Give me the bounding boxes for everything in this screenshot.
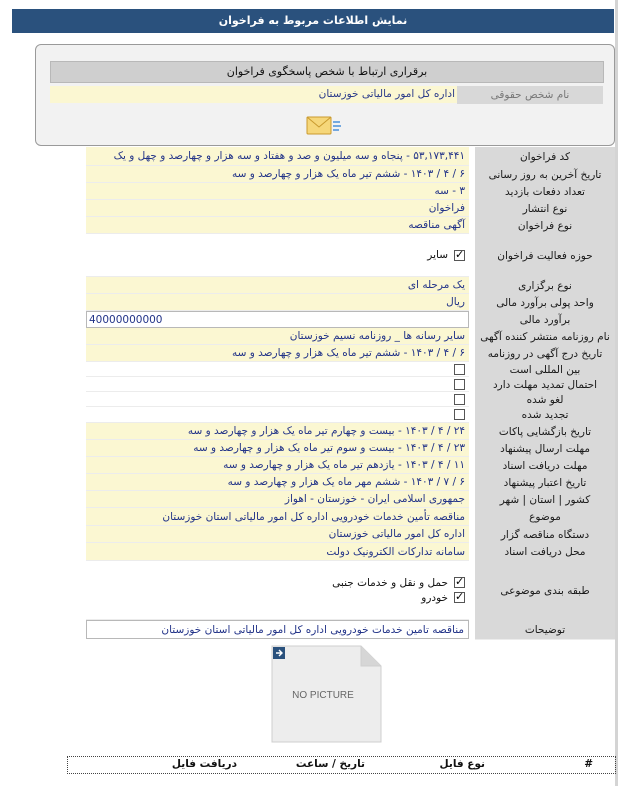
- row-doc-place: [86, 543, 615, 561]
- international-checkbox[interactable]: [454, 364, 465, 375]
- row-hold-type: [86, 277, 615, 294]
- category-label-transport: حمل و نقل و خدمات جنبی: [332, 576, 448, 589]
- row-currency: [86, 294, 615, 311]
- value-code: ۵۳,۱۷۳,۴۴۱ - پنجاه و سه میلیون و صد و هفتاد و سه هزار و چهارصد و چهل و یک: [86, 147, 469, 166]
- row-activity: [86, 234, 615, 277]
- value-renewed: [86, 407, 469, 423]
- label-doc-place: محل دریافت اسناد: [475, 543, 615, 562]
- category-label-vehicle: خودرو: [421, 591, 448, 604]
- value-organizer: اداره کل امور مالیاتی خوزستان: [86, 526, 469, 543]
- label-publish-type: نوع انتشار: [475, 200, 615, 218]
- row-newspaper: [86, 328, 615, 345]
- value-newspaper-date: ۶ / ۴ / ۱۴۰۳ - ششم تیر ماه یک هزار و چهارصد و سه: [86, 345, 469, 362]
- label-validity: تاریخ اعتبار پیشنهاد: [475, 474, 615, 492]
- label-estimate: برآورد مالی: [475, 311, 615, 329]
- value-offer-deadline: ۲۳ / ۴ / ۱۴۰۳ - بیست و سوم تیر ماه یک هزار و چهارصد و سه: [86, 440, 469, 457]
- contact-name-value: اداره کل امور مالیاتی خوزستان: [50, 86, 457, 103]
- value-description: مناقصه تامین خدمات خودرویی اداره کل امور مالیاتی استان خوزستان: [86, 620, 469, 639]
- category-checkbox-vehicle[interactable]: [454, 592, 465, 603]
- renewed-checkbox[interactable]: [454, 409, 465, 420]
- row-renewed: [86, 407, 615, 423]
- row-organizer: [86, 526, 615, 543]
- row-publish-type: [86, 200, 615, 217]
- label-opening-date: تاریخ بازگشایی پاکات: [475, 423, 615, 441]
- value-doc-deadline: ۱۱ / ۴ / ۱۴۰۳ - یازدهم تیر ماه یک هزار و چهارصد و سه: [86, 457, 469, 474]
- category-item: [421, 590, 465, 605]
- label-call-type: نوع فراخوان: [475, 217, 615, 235]
- label-currency: واحد پولی برآورد مالی: [475, 294, 615, 312]
- category-item: [332, 575, 465, 590]
- row-offer-deadline: [86, 440, 615, 457]
- value-subject: مناقصه تأمین خدمات خودرویی اداره کل امور مالیاتی استان خوزستان: [86, 508, 469, 526]
- value-visits: ۳ - سه: [86, 183, 469, 200]
- value-opening-date: ۲۴ / ۴ / ۱۴۰۳ - بیست و چهارم تیر ماه یک هزار و چهارصد و سه: [86, 423, 469, 440]
- value-activity: [86, 234, 469, 277]
- label-description: توضیحات: [475, 620, 615, 640]
- page-header: نمایش اطلاعات مربوط به فراخوان: [12, 9, 614, 33]
- label-cancelled: لغو شده: [475, 392, 615, 408]
- envelope-icon[interactable]: [306, 114, 342, 136]
- value-call-type: آگهی مناقصه: [86, 217, 469, 234]
- label-offer-deadline: مهلت ارسال پیشنهاد: [475, 440, 615, 458]
- row-estimate: [86, 311, 615, 328]
- row-location: [86, 491, 615, 508]
- row-opening-date: [86, 423, 615, 440]
- value-international: [86, 362, 469, 377]
- cancelled-checkbox[interactable]: [454, 394, 465, 405]
- col-file-type: نوع فایل: [439, 758, 485, 770]
- activity-option: سایر: [427, 249, 448, 261]
- value-estimate: 40000000000: [86, 311, 469, 328]
- row-subject: [86, 508, 615, 526]
- label-subject: موضوع: [475, 508, 615, 527]
- value-last-update: ۶ / ۴ / ۱۴۰۳ - ششم تیر ماه یک هزار و چهارصد و سه: [86, 166, 469, 183]
- row-doc-deadline: [86, 457, 615, 474]
- row-extension: [86, 377, 615, 392]
- row-call-type: [86, 217, 615, 234]
- label-organizer: دستگاه مناقصه گزار: [475, 526, 615, 544]
- value-category: [86, 561, 469, 620]
- row-code: [86, 147, 615, 166]
- col-index: #: [584, 758, 593, 770]
- label-international: بین المللی است: [475, 362, 615, 378]
- label-hold-type: نوع برگزاری: [475, 277, 615, 295]
- value-doc-place: سامانه تدارکات الکترونیک دولت: [86, 543, 469, 561]
- label-last-update: تاریخ آخرین به روز رسانی: [475, 166, 615, 184]
- label-doc-deadline: مهلت دریافت اسناد: [475, 457, 615, 475]
- row-international: [86, 362, 615, 377]
- activity-checkbox[interactable]: [454, 250, 465, 261]
- row-category: [86, 561, 615, 620]
- label-newspaper: نام روزنامه منتشر کننده آگهی: [475, 328, 615, 346]
- row-visits: [86, 183, 615, 200]
- label-renewed: تجدید شده: [475, 407, 615, 424]
- value-publish-type: فراخوان: [86, 200, 469, 217]
- label-category: طبقه بندی موضوعی: [475, 561, 615, 621]
- value-cancelled: [86, 392, 469, 407]
- no-picture-text: NO PICTURE: [292, 690, 354, 701]
- value-validity: ۶ / ۷ / ۱۴۰۳ - ششم مهر ماه یک هزار و چهارصد و سه: [86, 474, 469, 491]
- value-currency: ریال: [86, 294, 469, 311]
- row-cancelled: [86, 392, 615, 407]
- label-newspaper-date: تاریخ درج آگهی در روزنامه: [475, 345, 615, 363]
- value-hold-type: یک مرحله ای: [86, 277, 469, 294]
- col-date-time: تاریخ / ساعت: [295, 758, 365, 770]
- col-download: دریافت فایل: [171, 758, 237, 770]
- label-location: کشور | استان | شهر: [475, 491, 615, 509]
- contact-title: برقراری ارتباط با شخص پاسخگوی فراخوان: [50, 61, 604, 83]
- value-extension: [86, 377, 469, 392]
- no-picture-thumbnail[interactable]: [271, 645, 382, 743]
- label-extension: احتمال تمدید مهلت دارد: [475, 377, 615, 393]
- contact-name-label: نام شخص حقوقی: [457, 86, 603, 104]
- value-newspaper: سایر رسانه ها _ روزنامه نسیم خوزستان: [86, 328, 469, 345]
- label-code: کد فراخوان: [475, 147, 615, 167]
- value-location: جمهوری اسلامی ایران - خوزستان - اهواز: [86, 491, 469, 508]
- row-validity: [86, 474, 615, 491]
- label-activity: حوزه فعالیت فراخوان: [475, 234, 615, 278]
- row-newspaper-date: [86, 345, 615, 362]
- files-table-header: [67, 756, 616, 774]
- row-last-update: [86, 166, 615, 183]
- row-description: [86, 620, 615, 639]
- label-visits: تعداد دفعات بازدید: [475, 183, 615, 201]
- category-checkbox-transport[interactable]: [454, 577, 465, 588]
- extension-checkbox[interactable]: [454, 379, 465, 390]
